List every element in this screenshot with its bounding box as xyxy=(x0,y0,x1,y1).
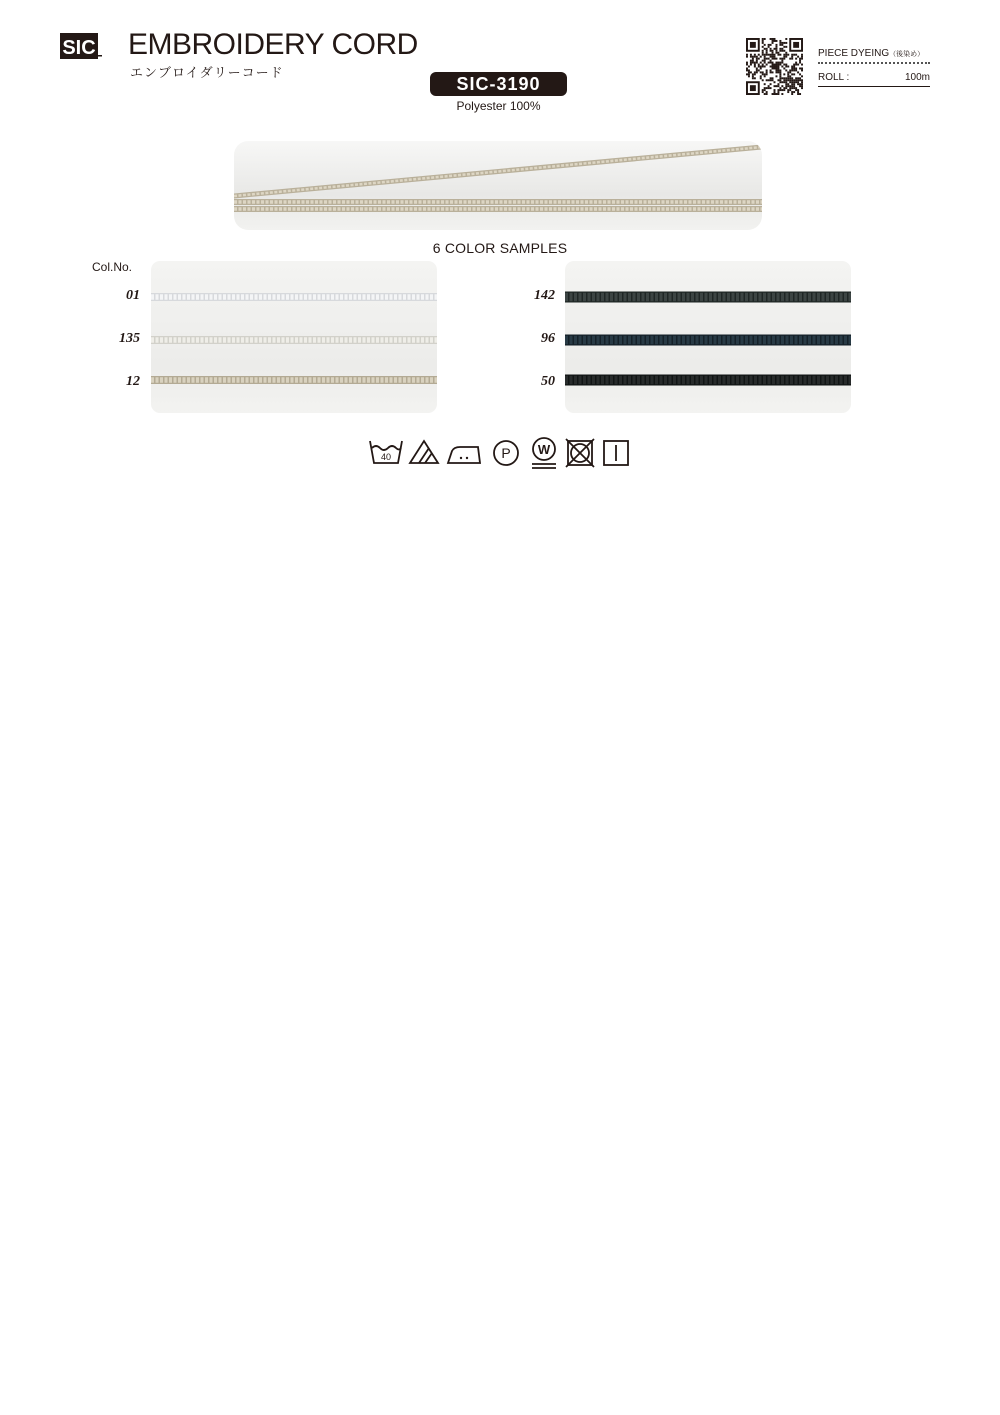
col-no-96: 96 xyxy=(541,331,555,346)
material-text: Polyester 100% xyxy=(456,99,541,113)
col-no-142: 142 xyxy=(534,288,555,303)
main-product-photo xyxy=(234,141,762,230)
iron-low-icon xyxy=(448,447,480,463)
svg-text:P: P xyxy=(501,445,511,461)
col-no-50: 50 xyxy=(541,374,555,389)
light-cord-samples xyxy=(151,261,437,413)
svg-text:40: 40 xyxy=(380,452,392,462)
no-tumble-dry-icon xyxy=(566,439,594,467)
product-code-badge: SIC-3190 xyxy=(430,72,567,96)
spec-table xyxy=(818,42,930,87)
main-cord-diagonal xyxy=(234,147,762,196)
svg-text:W: W xyxy=(537,442,551,457)
main-cord-illustration xyxy=(234,141,762,230)
col-no-12: 12 xyxy=(126,374,140,389)
sic-logo xyxy=(60,33,102,59)
samples-title: 6 COLOR SAMPLES xyxy=(432,240,568,256)
page-title: EMBROIDERY CORD xyxy=(128,28,418,61)
dark-cord-samples xyxy=(565,261,851,413)
dryclean-p-icon xyxy=(494,441,518,465)
spec-dyeing-row xyxy=(818,42,930,64)
care-symbols xyxy=(368,435,632,471)
qr-code xyxy=(746,38,803,95)
col-no-label: Col.No. xyxy=(92,260,133,274)
dyeing-label: PIECE DYEING（後染め） xyxy=(818,48,925,59)
line-dry-icon xyxy=(604,441,628,465)
roll-value: 100m xyxy=(904,72,930,83)
wetclean-w-icon xyxy=(532,438,556,468)
bleach-icon xyxy=(410,441,438,463)
col-no-135: 135 xyxy=(119,331,140,346)
page-title-japanese: エンブロイダリーコード xyxy=(130,65,284,80)
spec-roll-row xyxy=(818,66,930,87)
sample-panel-dark xyxy=(565,261,851,413)
svg-text:SIC: SIC xyxy=(62,37,96,59)
roll-label: ROLL : xyxy=(818,72,850,83)
sample-panel-light xyxy=(151,261,437,413)
col-no-01: 01 xyxy=(126,288,140,303)
wash-40-icon xyxy=(370,441,402,463)
